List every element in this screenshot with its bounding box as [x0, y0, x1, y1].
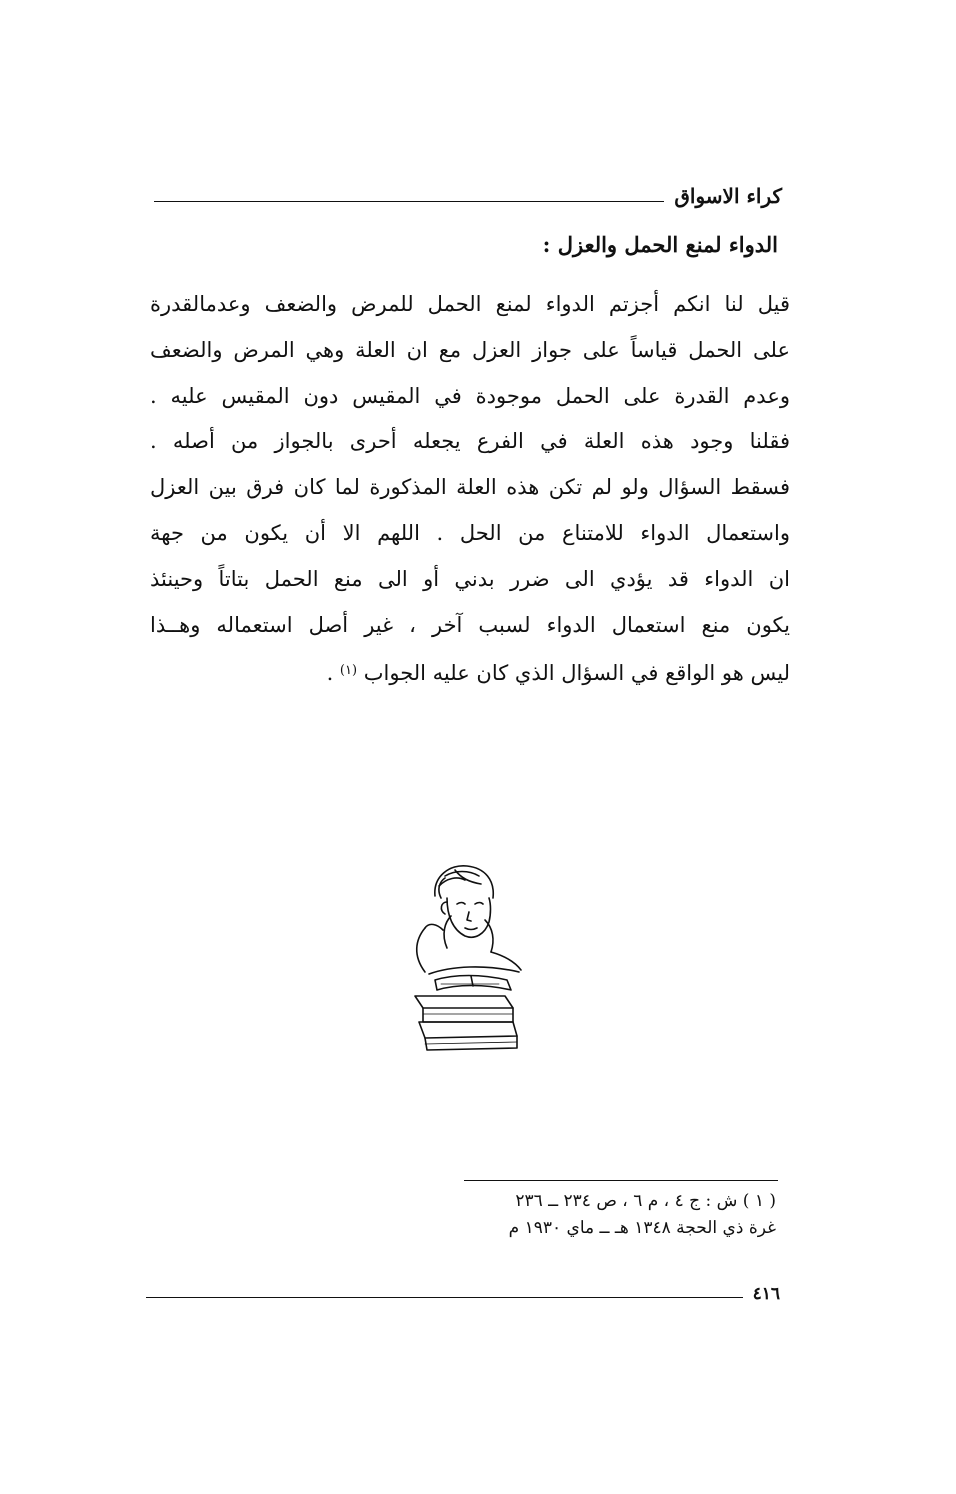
- footnote-rule: [464, 1180, 778, 1181]
- line-end-point: .: [326, 661, 340, 686]
- running-head-title: كراء الاسواق: [674, 184, 782, 208]
- body-line: فقلنا وجود هذه العلة في الفرع يجعله أحرى بالجواز من أصله .: [150, 429, 790, 454]
- page-footer: [146, 1278, 780, 1304]
- body-line: على الحمل قياساً على جواز العزل مع ان العلة وهي المرض والضعف: [150, 337, 790, 362]
- footnote-line: ( ١ ) ش : ج ٤ ، م ٦ ، ص ٢٣٤ ــ ٢٣٦: [515, 1191, 776, 1211]
- running-head: [154, 176, 782, 208]
- section-heading: الدواء لمنع الحمل والعزل :: [542, 232, 778, 257]
- body-line-last: [150, 648, 790, 697]
- footnote-line: غرة ذي الحجة ١٣٤٨ هـ ــ ماي ١٩٣٠ م: [508, 1218, 776, 1238]
- body-line: يكون منع استعمال الدواء لسبب آخر ، غير أصل استعماله وهــذا: [150, 612, 790, 637]
- body-text: [150, 282, 790, 697]
- body-line-text: ليس هو الواقع في السؤال الذي كان عليه الجواب: [363, 661, 790, 686]
- body-line: فسقط السؤال ولو لم تكن هذه العلة المذكورة لما كان فرق بين العزل: [150, 475, 790, 500]
- header-rule: [154, 201, 664, 202]
- body-line: قيل لنا انكم أجزتم الدواء لمنع الحمل للمرض والضعف وعدمالقدرة: [150, 292, 790, 316]
- body-line: واستعمال الدواء للامتناع من الحل . اللهم الا أن يكون من جهة: [150, 520, 790, 545]
- reading-child-illustration: [395, 856, 545, 1056]
- footer-rule: [146, 1297, 743, 1298]
- footnotes: [509, 1188, 776, 1242]
- body-line: وعدم القدرة على الحمل موجودة في المقيس دون المقيس عليه .: [150, 383, 790, 408]
- body-line: ان الدواء قد يؤدي الى ضرر بدني أو الى منع الحمل بتاتاً وحينئذ: [150, 566, 790, 591]
- footnote-marker: (١): [339, 663, 358, 679]
- page-number: ٤١٦: [752, 1284, 780, 1304]
